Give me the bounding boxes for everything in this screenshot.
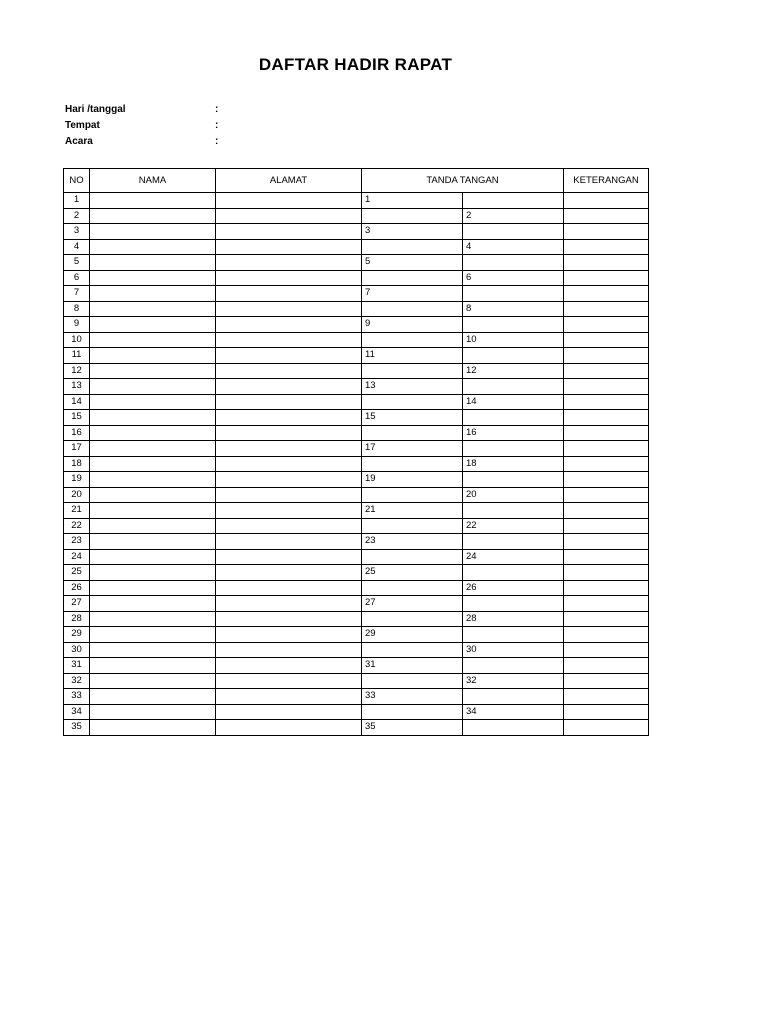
nama-cell[interactable] [90, 193, 216, 209]
nama-cell[interactable] [90, 503, 216, 519]
row-number: 27 [64, 596, 90, 612]
table-row [64, 565, 649, 581]
signature-cell-right[interactable]: 4 [463, 239, 564, 255]
agenda-label: Acara [65, 136, 93, 147]
table-row [64, 518, 649, 534]
alamat-cell[interactable] [216, 208, 362, 224]
keterangan-cell[interactable] [564, 301, 649, 317]
signature-cell-left[interactable] [362, 208, 463, 224]
signature-cell-left[interactable]: 25 [362, 565, 463, 581]
alamat-cell[interactable] [216, 239, 362, 255]
nama-cell[interactable] [90, 270, 216, 286]
table-row [64, 239, 649, 255]
table-row [64, 270, 649, 286]
agenda-separator: : [215, 136, 219, 147]
row-number: 1 [64, 193, 90, 209]
signature-cell-right[interactable] [463, 658, 564, 674]
signature-cell-right[interactable] [463, 503, 564, 519]
signature-cell-right[interactable] [463, 410, 564, 426]
alamat-cell[interactable] [216, 518, 362, 534]
nama-cell[interactable] [90, 348, 216, 364]
header-no: NO [64, 169, 90, 193]
alamat-cell[interactable] [216, 720, 362, 736]
nama-cell[interactable] [90, 379, 216, 395]
table-row [64, 301, 649, 317]
alamat-cell[interactable] [216, 255, 362, 271]
signature-cell-left[interactable] [362, 704, 463, 720]
nama-cell[interactable] [90, 658, 216, 674]
signature-cell-right[interactable]: 10 [463, 332, 564, 348]
alamat-cell[interactable] [216, 301, 362, 317]
alamat-cell[interactable] [216, 317, 362, 333]
keterangan-cell[interactable] [564, 596, 649, 612]
alamat-cell[interactable] [216, 611, 362, 627]
nama-cell[interactable] [90, 720, 216, 736]
nama-cell[interactable] [90, 627, 216, 643]
signature-cell-left[interactable]: 21 [362, 503, 463, 519]
nama-cell[interactable] [90, 441, 216, 457]
alamat-cell[interactable] [216, 487, 362, 503]
nama-cell[interactable] [90, 642, 216, 658]
nama-cell[interactable] [90, 255, 216, 271]
table-row [64, 487, 649, 503]
keterangan-cell[interactable] [564, 627, 649, 643]
signature-cell-right[interactable]: 14 [463, 394, 564, 410]
keterangan-cell[interactable] [564, 410, 649, 426]
signature-cell-right[interactable]: 22 [463, 518, 564, 534]
date-label: Hari /tanggal [65, 104, 126, 115]
keterangan-cell[interactable] [564, 704, 649, 720]
row-number: 12 [64, 363, 90, 379]
alamat-cell[interactable] [216, 549, 362, 565]
table-row [64, 549, 649, 565]
keterangan-cell[interactable] [564, 255, 649, 271]
signature-cell-right[interactable]: 8 [463, 301, 564, 317]
alamat-cell[interactable] [216, 580, 362, 596]
row-number: 19 [64, 472, 90, 488]
keterangan-cell[interactable] [564, 611, 649, 627]
signature-cell-right[interactable] [463, 689, 564, 705]
table-row [64, 720, 649, 736]
table-row [64, 394, 649, 410]
signature-cell-left[interactable] [362, 642, 463, 658]
row-number: 25 [64, 565, 90, 581]
alamat-cell[interactable] [216, 410, 362, 426]
keterangan-cell[interactable] [564, 580, 649, 596]
row-number: 6 [64, 270, 90, 286]
signature-cell-right[interactable]: 2 [463, 208, 564, 224]
table-row [64, 611, 649, 627]
signature-cell-left[interactable]: 13 [362, 379, 463, 395]
signature-cell-left[interactable]: 33 [362, 689, 463, 705]
table-row [64, 255, 649, 271]
alamat-cell[interactable] [216, 441, 362, 457]
alamat-cell[interactable] [216, 348, 362, 364]
table-row [64, 317, 649, 333]
signature-cell-right[interactable]: 12 [463, 363, 564, 379]
row-number: 20 [64, 487, 90, 503]
nama-cell[interactable] [90, 239, 216, 255]
nama-cell[interactable] [90, 611, 216, 627]
signature-cell-left[interactable]: 11 [362, 348, 463, 364]
alamat-cell[interactable] [216, 363, 362, 379]
keterangan-cell[interactable] [564, 348, 649, 364]
row-number: 16 [64, 425, 90, 441]
nama-cell[interactable] [90, 596, 216, 612]
alamat-cell[interactable] [216, 224, 362, 240]
keterangan-cell[interactable] [564, 394, 649, 410]
nama-cell[interactable] [90, 332, 216, 348]
keterangan-cell[interactable] [564, 456, 649, 472]
signature-cell-left[interactable] [362, 518, 463, 534]
signature-cell-left[interactable] [362, 270, 463, 286]
header-keterangan: KETERANGAN [564, 169, 649, 193]
signature-cell-left[interactable]: 15 [362, 410, 463, 426]
row-number: 7 [64, 286, 90, 302]
signature-cell-right[interactable]: 6 [463, 270, 564, 286]
row-number: 10 [64, 332, 90, 348]
nama-cell[interactable] [90, 301, 216, 317]
nama-cell[interactable] [90, 394, 216, 410]
alamat-cell[interactable] [216, 379, 362, 395]
signature-cell-right[interactable] [463, 317, 564, 333]
signature-cell-left[interactable] [362, 363, 463, 379]
nama-cell[interactable] [90, 363, 216, 379]
table-row [64, 658, 649, 674]
keterangan-cell[interactable] [564, 673, 649, 689]
keterangan-cell[interactable] [564, 270, 649, 286]
keterangan-cell[interactable] [564, 534, 649, 550]
table-body [64, 193, 649, 736]
alamat-cell[interactable] [216, 627, 362, 643]
table-row [64, 348, 649, 364]
nama-cell[interactable] [90, 472, 216, 488]
signature-cell-right[interactable] [463, 720, 564, 736]
keterangan-cell[interactable] [564, 658, 649, 674]
keterangan-cell[interactable] [564, 239, 649, 255]
table-row [64, 704, 649, 720]
alamat-cell[interactable] [216, 704, 362, 720]
signature-cell-right[interactable] [463, 255, 564, 271]
signature-cell-right[interactable] [463, 348, 564, 364]
keterangan-cell[interactable] [564, 286, 649, 302]
table-row [64, 363, 649, 379]
row-number: 21 [64, 503, 90, 519]
header-tanda-tangan: TANDA TANGAN [362, 169, 564, 193]
row-number: 11 [64, 348, 90, 364]
signature-cell-right[interactable] [463, 379, 564, 395]
signature-cell-left[interactable] [362, 425, 463, 441]
signature-cell-right[interactable] [463, 193, 564, 209]
alamat-cell[interactable] [216, 689, 362, 705]
table-row [64, 673, 649, 689]
nama-cell[interactable] [90, 518, 216, 534]
signature-cell-right[interactable]: 24 [463, 549, 564, 565]
keterangan-cell[interactable] [564, 193, 649, 209]
row-number: 32 [64, 673, 90, 689]
signature-cell-left[interactable]: 35 [362, 720, 463, 736]
signature-cell-left[interactable]: 3 [362, 224, 463, 240]
table-row [64, 689, 649, 705]
signature-cell-right[interactable] [463, 534, 564, 550]
table-row [64, 224, 649, 240]
alamat-cell[interactable] [216, 193, 362, 209]
header-alamat: ALAMAT [216, 169, 362, 193]
signature-cell-right[interactable]: 26 [463, 580, 564, 596]
keterangan-cell[interactable] [564, 565, 649, 581]
table-row [64, 534, 649, 550]
keterangan-cell[interactable] [564, 549, 649, 565]
alamat-cell[interactable] [216, 673, 362, 689]
row-number: 29 [64, 627, 90, 643]
signature-cell-right[interactable] [463, 441, 564, 457]
signature-cell-right[interactable]: 30 [463, 642, 564, 658]
page-title: DAFTAR HADIR RAPAT [258, 55, 453, 74]
signature-cell-right[interactable] [463, 627, 564, 643]
row-number: 3 [64, 224, 90, 240]
keterangan-cell[interactable] [564, 518, 649, 534]
row-number: 8 [64, 301, 90, 317]
row-number: 26 [64, 580, 90, 596]
nama-cell[interactable] [90, 565, 216, 581]
alamat-cell[interactable] [216, 642, 362, 658]
signature-cell-left[interactable] [362, 580, 463, 596]
row-number: 34 [64, 704, 90, 720]
nama-cell[interactable] [90, 673, 216, 689]
signature-cell-right[interactable] [463, 286, 564, 302]
nama-cell[interactable] [90, 580, 216, 596]
signature-cell-left[interactable] [362, 487, 463, 503]
signature-cell-left[interactable]: 23 [362, 534, 463, 550]
nama-cell[interactable] [90, 208, 216, 224]
signature-cell-left[interactable]: 17 [362, 441, 463, 457]
alamat-cell[interactable] [216, 596, 362, 612]
keterangan-cell[interactable] [564, 472, 649, 488]
table-row [64, 425, 649, 441]
signature-cell-right[interactable]: 32 [463, 673, 564, 689]
row-number: 15 [64, 410, 90, 426]
alamat-cell[interactable] [216, 658, 362, 674]
table-header-row [64, 169, 649, 193]
signature-cell-left[interactable]: 27 [362, 596, 463, 612]
table-row [64, 193, 649, 209]
table-row [64, 379, 649, 395]
table-row [64, 580, 649, 596]
row-number: 33 [64, 689, 90, 705]
row-number: 13 [64, 379, 90, 395]
nama-cell[interactable] [90, 425, 216, 441]
alamat-cell[interactable] [216, 332, 362, 348]
row-number: 30 [64, 642, 90, 658]
row-number: 22 [64, 518, 90, 534]
signature-cell-right[interactable] [463, 472, 564, 488]
alamat-cell[interactable] [216, 456, 362, 472]
signature-cell-right[interactable] [463, 224, 564, 240]
signature-cell-left[interactable] [362, 673, 463, 689]
nama-cell[interactable] [90, 487, 216, 503]
signature-cell-right[interactable]: 20 [463, 487, 564, 503]
signature-cell-right[interactable]: 34 [463, 704, 564, 720]
keterangan-cell[interactable] [564, 224, 649, 240]
signature-cell-left[interactable] [362, 549, 463, 565]
table-row [64, 627, 649, 643]
signature-cell-left[interactable] [362, 456, 463, 472]
place-separator: : [215, 120, 219, 131]
row-number: 23 [64, 534, 90, 550]
signature-cell-right[interactable]: 28 [463, 611, 564, 627]
alamat-cell[interactable] [216, 472, 362, 488]
keterangan-cell[interactable] [564, 363, 649, 379]
signature-cell-left[interactable] [362, 301, 463, 317]
alamat-cell[interactable] [216, 286, 362, 302]
table-row [64, 472, 649, 488]
table-row [64, 503, 649, 519]
alamat-cell[interactable] [216, 394, 362, 410]
table-row [64, 596, 649, 612]
signature-cell-left[interactable]: 19 [362, 472, 463, 488]
signature-cell-left[interactable]: 5 [362, 255, 463, 271]
row-number: 5 [64, 255, 90, 271]
signature-cell-left[interactable] [362, 239, 463, 255]
signature-cell-left[interactable]: 1 [362, 193, 463, 209]
keterangan-cell[interactable] [564, 332, 649, 348]
signature-cell-left[interactable]: 29 [362, 627, 463, 643]
nama-cell[interactable] [90, 317, 216, 333]
keterangan-cell[interactable] [564, 441, 649, 457]
signature-cell-left[interactable] [362, 332, 463, 348]
nama-cell[interactable] [90, 534, 216, 550]
keterangan-cell[interactable] [564, 720, 649, 736]
signature-cell-right[interactable] [463, 596, 564, 612]
row-number: 35 [64, 720, 90, 736]
row-number: 9 [64, 317, 90, 333]
header-nama: NAMA [90, 169, 216, 193]
table-row [64, 332, 649, 348]
signature-cell-right[interactable]: 18 [463, 456, 564, 472]
nama-cell[interactable] [90, 689, 216, 705]
alamat-cell[interactable] [216, 425, 362, 441]
row-number: 2 [64, 208, 90, 224]
table-row [64, 441, 649, 457]
alamat-cell[interactable] [216, 534, 362, 550]
row-number: 4 [64, 239, 90, 255]
row-number: 18 [64, 456, 90, 472]
row-number: 24 [64, 549, 90, 565]
alamat-cell[interactable] [216, 503, 362, 519]
alamat-cell[interactable] [216, 565, 362, 581]
place-label: Tempat [65, 120, 100, 131]
keterangan-cell[interactable] [564, 317, 649, 333]
nama-cell[interactable] [90, 224, 216, 240]
row-number: 14 [64, 394, 90, 410]
row-number: 31 [64, 658, 90, 674]
attendance-table [63, 168, 649, 736]
signature-cell-left[interactable]: 31 [362, 658, 463, 674]
table-row [64, 456, 649, 472]
signature-cell-left[interactable]: 9 [362, 317, 463, 333]
keterangan-cell[interactable] [564, 689, 649, 705]
row-number: 28 [64, 611, 90, 627]
keterangan-cell[interactable] [564, 208, 649, 224]
signature-cell-right[interactable]: 16 [463, 425, 564, 441]
keterangan-cell[interactable] [564, 487, 649, 503]
table-row [64, 642, 649, 658]
table-row [64, 410, 649, 426]
nama-cell[interactable] [90, 456, 216, 472]
nama-cell[interactable] [90, 549, 216, 565]
row-number: 17 [64, 441, 90, 457]
alamat-cell[interactable] [216, 270, 362, 286]
keterangan-cell[interactable] [564, 642, 649, 658]
table-row [64, 208, 649, 224]
nama-cell[interactable] [90, 704, 216, 720]
keterangan-cell[interactable] [564, 425, 649, 441]
date-separator: : [215, 104, 219, 115]
keterangan-cell[interactable] [564, 503, 649, 519]
signature-cell-right[interactable] [463, 565, 564, 581]
table-row [64, 286, 649, 302]
signature-cell-left[interactable]: 7 [362, 286, 463, 302]
nama-cell[interactable] [90, 286, 216, 302]
signature-cell-left[interactable] [362, 394, 463, 410]
keterangan-cell[interactable] [564, 379, 649, 395]
signature-cell-left[interactable] [362, 611, 463, 627]
nama-cell[interactable] [90, 410, 216, 426]
